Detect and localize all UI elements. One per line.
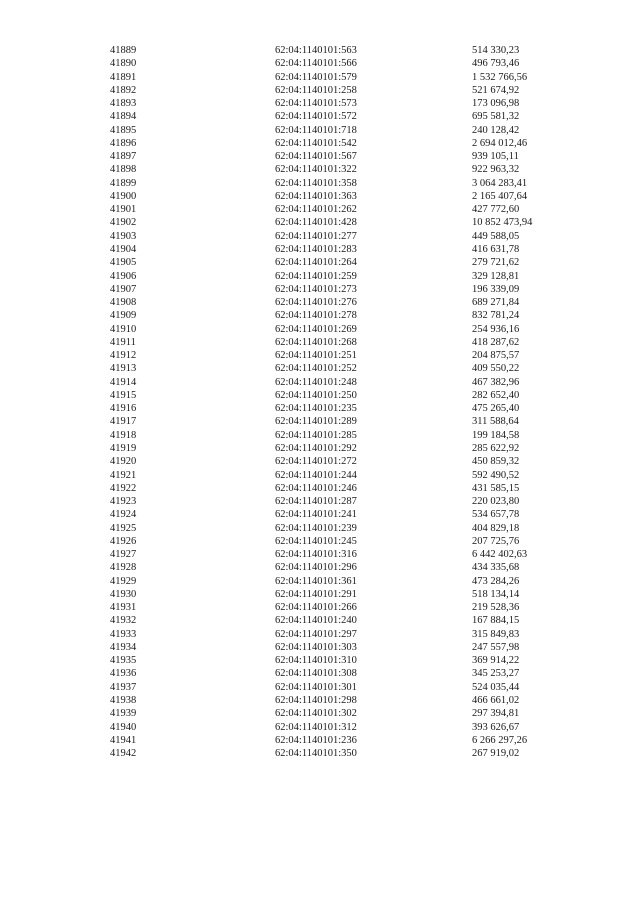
row-number: 41921 [110,469,137,481]
cadastral-value: 207 725,76 [472,535,520,547]
cadastral-value: 315 849,83 [472,628,520,640]
cadastral-value: 247 557,98 [472,641,520,653]
row-number: 41917 [110,416,137,428]
cadastral-number: 62:04:1140101:563 [275,45,357,56]
cadastral-value: 434 335,68 [472,562,520,574]
cadastral-number: 62:04:1140101:268 [275,336,357,348]
cadastral-number: 62:04:1140101:277 [275,230,357,242]
cadastral-number: 62:04:1140101:289 [275,416,357,428]
cadastral-number: 62:04:1140101:566 [275,58,357,70]
cadastral-number: 62:04:1140101:266 [275,602,357,614]
cadastral-value: 922 963,32 [472,164,520,176]
row-number: 41933 [110,628,137,640]
table-row [110,469,582,482]
cadastral-number: 62:04:1140101:567 [275,151,357,163]
cadastral-value: 521 674,92 [472,84,520,96]
table-row [110,203,582,216]
cadastral-value: 3 064 283,41 [472,177,528,189]
row-number: 41905 [110,257,137,269]
cadastral-value: 345 253,27 [472,668,520,680]
table-row [110,614,582,627]
table-row [110,216,582,229]
cadastral-value: 219 528,36 [472,602,520,614]
cadastral-number: 62:04:1140101:235 [275,403,357,415]
cadastral-number: 62:04:1140101:579 [275,71,357,83]
table-row [110,548,582,561]
table-row [110,137,582,150]
table-row [110,243,582,256]
cadastral-number: 62:04:1140101:278 [275,310,357,322]
cadastral-value: 393 626,67 [472,721,520,733]
cadastral-number: 62:04:1140101:298 [275,695,357,707]
row-number: 41908 [110,297,137,309]
cadastral-number: 62:04:1140101:273 [275,283,357,295]
row-number: 41942 [110,748,137,760]
cadastral-value: 592 490,52 [472,469,520,481]
cadastral-number: 62:04:1140101:248 [275,376,357,388]
row-number: 41910 [110,323,137,335]
cadastral-value: 449 588,05 [472,230,520,242]
cadastral-value: 204 875,57 [472,350,520,362]
table-row [110,349,582,362]
row-number: 41918 [110,429,137,441]
row-number: 41922 [110,482,137,494]
row-number: 41899 [110,177,137,189]
cadastral-number: 62:04:1140101:301 [275,681,357,693]
cadastral-number: 62:04:1140101:245 [275,535,357,547]
row-number: 41890 [110,58,137,70]
table-row [110,323,582,336]
cadastral-value: 939 105,11 [472,151,519,163]
cadastral-number: 62:04:1140101:244 [275,469,357,481]
row-number: 41941 [110,734,137,746]
table-row [110,124,582,137]
row-number: 41932 [110,615,137,627]
row-number: 41909 [110,310,137,322]
cadastral-number: 62:04:1140101:246 [275,482,357,494]
cadastral-number: 62:04:1140101:287 [275,496,357,508]
cadastral-value-table [110,44,582,760]
cadastral-number: 62:04:1140101:718 [275,124,357,136]
table-row [110,163,582,176]
table-row [110,336,582,349]
table-row [110,721,582,734]
cadastral-number: 62:04:1140101:252 [275,363,357,375]
table-row [110,429,582,442]
row-number: 41915 [110,389,137,401]
cadastral-number: 62:04:1140101:250 [275,389,357,401]
cadastral-number: 62:04:1140101:292 [275,442,357,454]
table-row [110,57,582,70]
row-number: 41939 [110,708,137,720]
cadastral-value: 473 284,26 [472,575,520,587]
table-row [110,190,582,203]
cadastral-number: 62:04:1140101:251 [275,350,357,362]
table-row [110,681,582,694]
table-row [110,110,582,123]
row-number: 41893 [110,98,137,110]
row-number: 41894 [110,111,137,123]
cadastral-value: 404 829,18 [472,522,520,534]
table-row [110,707,582,720]
table-row [110,522,582,535]
row-number: 41938 [110,695,137,707]
cadastral-value: 285 622,92 [472,442,520,454]
table-row [110,256,582,269]
table-row [110,97,582,110]
row-number: 41892 [110,84,137,96]
cadastral-value: 534 657,78 [472,509,520,521]
cadastral-number: 62:04:1140101:258 [275,84,357,96]
row-number: 41912 [110,350,137,362]
row-number: 41906 [110,270,137,282]
cadastral-value: 10 852 473,94 [472,217,533,229]
cadastral-number: 62:04:1140101:316 [275,549,357,561]
table-row [110,601,582,614]
cadastral-number: 62:04:1140101:269 [275,323,357,335]
cadastral-value: 254 936,16 [472,323,520,335]
cadastral-number: 62:04:1140101:361 [275,575,357,587]
row-number: 41935 [110,655,137,667]
cadastral-value: 240 128,42 [472,124,520,136]
table-row [110,561,582,574]
table-row [110,667,582,680]
cadastral-value: 524 035,44 [472,681,520,693]
table-row [110,283,582,296]
row-number: 41923 [110,496,137,508]
cadastral-number: 62:04:1140101:272 [275,456,357,468]
cadastral-number: 62:04:1140101:310 [275,655,357,667]
cadastral-value: 311 588,64 [472,416,519,428]
table-row [110,415,582,428]
row-number: 41896 [110,137,137,149]
row-number: 41902 [110,217,137,229]
cadastral-value: 496 793,46 [472,58,520,70]
row-number: 41924 [110,509,137,521]
cadastral-value: 6 442 402,63 [472,549,528,561]
cadastral-number: 62:04:1140101:264 [275,257,357,269]
cadastral-number: 62:04:1140101:285 [275,429,357,441]
row-number: 41901 [110,204,137,216]
table-row [110,270,582,283]
cadastral-value: 418 287,62 [472,336,520,348]
cadastral-value: 369 914,22 [472,655,520,667]
row-number: 41904 [110,243,137,255]
row-number: 41897 [110,151,137,163]
cadastral-number: 62:04:1140101:240 [275,615,357,627]
table-row [110,296,582,309]
cadastral-value: 1 532 766,56 [472,71,528,83]
table-row [110,376,582,389]
row-number: 41919 [110,442,137,454]
cadastral-value: 518 134,14 [472,588,520,600]
row-number: 41929 [110,575,137,587]
row-number: 41930 [110,588,137,600]
row-number: 41928 [110,562,137,574]
cadastral-number: 62:04:1140101:239 [275,522,357,534]
cadastral-value: 431 585,15 [472,482,520,494]
row-number: 41907 [110,283,137,295]
cadastral-value: 282 652,40 [472,389,520,401]
table-row [110,535,582,548]
cadastral-value: 467 382,96 [472,376,520,388]
cadastral-number: 62:04:1140101:322 [275,164,357,176]
cadastral-value: 329 128,81 [472,270,520,282]
row-number: 41926 [110,535,137,547]
table-row [110,628,582,641]
row-number: 41895 [110,124,137,136]
table-row [110,482,582,495]
cadastral-value: 689 271,84 [472,297,520,309]
cadastral-number: 62:04:1140101:358 [275,177,357,189]
cadastral-value: 267 919,02 [472,748,520,760]
row-number: 41940 [110,721,137,733]
cadastral-number: 62:04:1140101:262 [275,204,357,216]
row-number: 41931 [110,602,137,614]
cadastral-value: 220 023,80 [472,496,520,508]
table-row [110,588,582,601]
row-number: 41911 [110,336,136,348]
row-number: 41914 [110,376,137,388]
cadastral-number: 62:04:1140101:350 [275,748,357,760]
cadastral-number: 62:04:1140101:236 [275,734,357,746]
cadastral-value: 416 631,78 [472,243,520,255]
cadastral-value: 832 781,24 [472,310,520,322]
cadastral-value: 695 581,32 [472,111,520,123]
cadastral-value: 450 859,32 [472,456,520,468]
table-row [110,177,582,190]
table-row [110,84,582,97]
cadastral-value: 297 394,81 [472,708,520,720]
cadastral-value: 427 772,60 [472,204,520,216]
cadastral-number: 62:04:1140101:542 [275,137,357,149]
row-number: 41913 [110,363,137,375]
cadastral-value: 2 165 407,64 [472,190,528,202]
table-row [110,495,582,508]
table-body [110,44,582,760]
row-number: 41925 [110,522,137,534]
table-row [110,747,582,760]
cadastral-number: 62:04:1140101:259 [275,270,357,282]
table-row [110,641,582,654]
row-number: 41889 [110,45,137,56]
cadastral-number: 62:04:1140101:291 [275,588,357,600]
table-row [110,455,582,468]
cadastral-number: 62:04:1140101:312 [275,721,357,733]
cadastral-number: 62:04:1140101:572 [275,111,357,123]
table-row [110,654,582,667]
cadastral-value: 173 096,98 [472,98,520,110]
table-row [110,71,582,84]
table-row [110,362,582,375]
table-row [110,44,582,57]
row-number: 41936 [110,668,137,680]
cadastral-value: 167 884,15 [472,615,520,627]
cadastral-number: 62:04:1140101:241 [275,509,357,521]
cadastral-number: 62:04:1140101:573 [275,98,357,110]
table-row [110,442,582,455]
row-number: 41934 [110,641,137,653]
cadastral-value: 6 266 297,26 [472,734,528,746]
cadastral-number: 62:04:1140101:297 [275,628,357,640]
row-number: 41903 [110,230,137,242]
cadastral-number: 62:04:1140101:428 [275,217,357,229]
cadastral-value: 466 661,02 [472,695,520,707]
table-row [110,389,582,402]
row-number: 41898 [110,164,137,176]
table-row [110,402,582,415]
row-number: 41916 [110,403,137,415]
cadastral-value: 196 339,09 [472,283,520,295]
cadastral-number: 62:04:1140101:363 [275,190,357,202]
cadastral-number: 62:04:1140101:276 [275,297,357,309]
cadastral-value: 199 184,58 [472,429,520,441]
cadastral-value: 409 550,22 [472,363,520,375]
table-row [110,734,582,747]
row-number: 41900 [110,190,137,202]
table-row [110,309,582,322]
table-row [110,694,582,707]
table-row [110,230,582,243]
cadastral-value: 279 721,62 [472,257,520,269]
table-row [110,508,582,521]
cadastral-number: 62:04:1140101:308 [275,668,357,680]
cadastral-value: 2 694 012,46 [472,137,528,149]
cadastral-value: 475 265,40 [472,403,520,415]
cadastral-number: 62:04:1140101:302 [275,708,357,720]
cadastral-number: 62:04:1140101:296 [275,562,357,574]
cadastral-number: 62:04:1140101:303 [275,641,357,653]
row-number: 41920 [110,456,137,468]
table-row [110,575,582,588]
cadastral-number: 62:04:1140101:283 [275,243,357,255]
row-number: 41937 [110,681,137,693]
cadastral-value: 514 330,23 [472,45,520,56]
table-row [110,150,582,163]
row-number: 41891 [110,71,137,83]
row-number: 41927 [110,549,137,561]
